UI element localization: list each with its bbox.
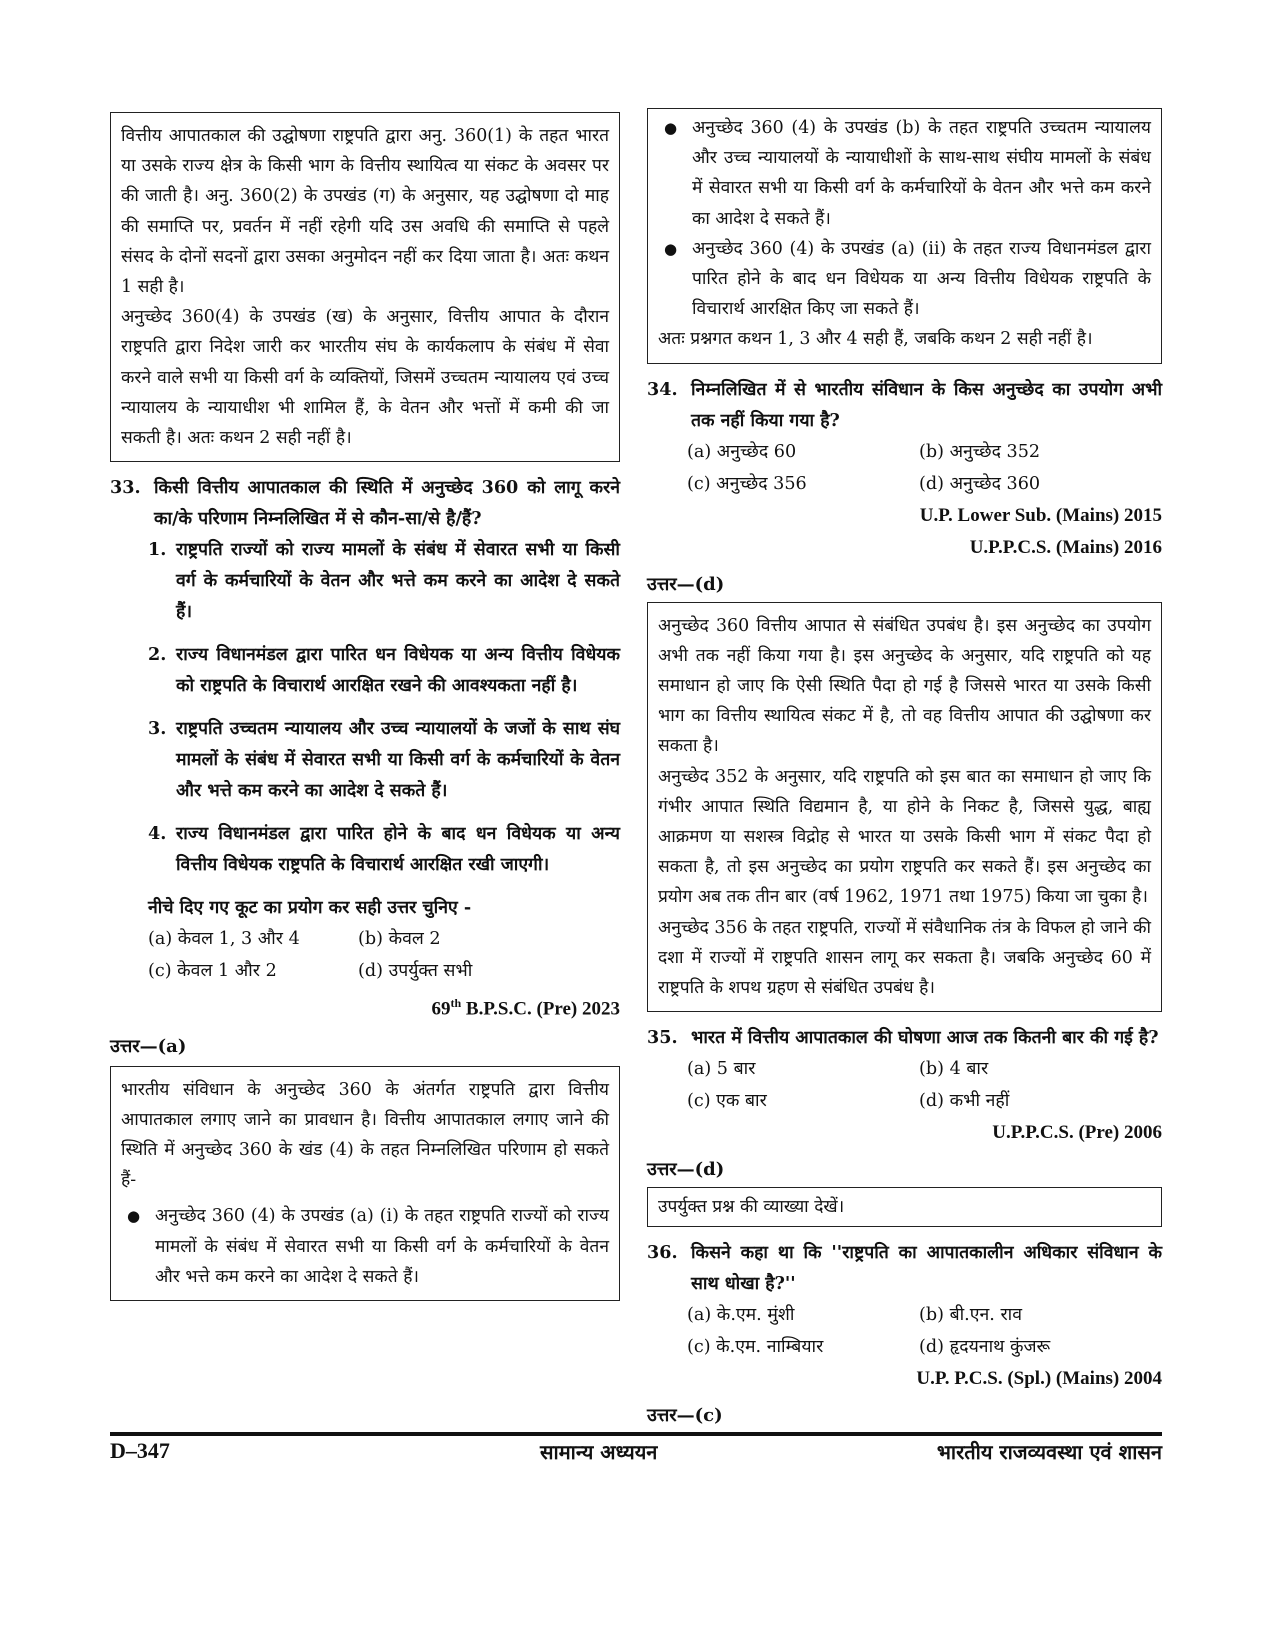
explanation-paragraph: अनुच्छेद 352 के अनुसार, यदि राष्ट्रपति को इस बात का समाधान हो जाए कि गंभीर आपात स्थिति विद्यमान है, या होने के निकट है, जिससे युद्ध, बाह्य आक्रमण या सशस्त्र विद्रोह से भारत या उसके किसी भाग में संकट पैदा हो सकता है, तो इस अनुच्छेद का प्रयोग राष्ट्रपति कर सकते हैं। इस अनुच्छेद का प्रयोग अब तक तीन बार (वर्ष 1962, 1971 तथा 1975) किया जा चुका है। [658,766,1151,908]
option-b: (b) केवल 2 [358,929,441,950]
bullet-list [658,113,1151,324]
question-number: 36. [647,1242,678,1264]
statement-item [148,713,620,806]
statement-text: राज्य विधानमंडल द्वारा पारित होने के बाद धन विधेयक या अन्य वित्तीय विधेयक राष्ट्रपति के विचारार्थ आरक्षित रखी जाएगी। [176,823,620,876]
statement-text: राष्ट्रपति राज्यों को राज्य मामलों के संबंध में सेवारत सभी या किसी वर्ग के कर्मचारियों के वेतन और भत्ते कम करने का आदेश दे सकते हैं। [176,539,620,623]
statement-item [148,534,620,627]
exam-source: U.P. Lower Sub. (Mains) 2015 [919,504,1162,526]
option-c: (c) एक बार [687,1091,767,1112]
instruction-text: नीचे दिए गए कूट का प्रयोग कर सही उत्तर चुनिए - [148,897,472,919]
explanation-paragraph: वित्तीय आपातकाल की उद्घोषणा राष्ट्रपति द्वारा अनु. 360(1) के तहत भारत या उसके राज्य क्षेत्र के किसी भाग के वित्तीय स्थायित्व या संकट के अवसर पर की जाती है। अनु. 360(2) के उपखंड (ग) के अनुसार, यह उद्घोषणा दो माह की समाप्ति पर, प्रवर्तन में नहीं रहेगी यदि उस अवधि की समाप्ति से पहले संसद के दोनों सदनों द्वारा उसका अनुमोदन नहीं कर दिया जाता है। अतः कथन 1 सही है। [121,126,609,298]
bullet-item: ● अनुच्छेद 360 (4) के उपखंड (a) (ii) के तहत राज्य विधानमंडल द्वारा पारित होने के बाद धन विधेयक या अन्य वित्तीय विधेयक राष्ट्रपति के विचारार्थ आरक्षित किए जा सकते हैं। [692,234,1151,325]
source-superscript: th [450,996,462,1011]
options-grid [148,923,620,987]
explanation-paragraph: अनुच्छेद 360 वित्तीय आपात से संबंधित उपबंध है। इस अनुच्छेद का उपयोग अभी तक नहीं किया गया है। इस अनुच्छेद के अनुसार, यदि राष्ट्रपति को यह समाधान हो जाए कि ऐसी स्थिति पैदा हो गई है जिससे भारत या उसके किसी भाग का वित्तीय स्थायित्व संकट में है, तो वह वित्तीय आपात की उद्घोषणा कर सकता है। [658,615,1151,757]
statement-number: 2. [148,644,167,666]
explanation-box-33 [110,1066,620,1301]
explanation-paragraph: अनुच्छेद 356 के तहत राष्ट्रपति, राज्यों में संवैधानिक तंत्र के विफल हो जाने की दशा में राज्यों में राष्ट्रपति शासन लागू कर सकता है। जबकि अनुच्छेद 60 में राष्ट्रपति के शपथ ग्रहण से संबंधित उपबंध है। [658,917,1151,999]
question-text: भारत में वित्तीय आपातकाल की घोषणा आज तक कितनी बार की गई है? [691,1027,1159,1049]
explanation-intro: भारतीय संविधान के अनुच्छेद 360 के अंतर्गत राष्ट्रपति द्वारा वित्तीय आपातकाल लगाए जाने का प्रावधान है। वित्तीय आपातकाल लगाए जाने की स्थिति में अनुच्छेद 360 के खंड (4) के तहत निम्नलिखित परिणाम हो सकते हैं- [121,1079,609,1191]
answer-label: उत्तर—(a) [110,1035,187,1057]
question-number: 35. [647,1027,678,1049]
answer-label: उत्तर—(c) [647,1405,723,1427]
exam-source [110,987,620,1025]
option-a: (a) 5 बार [687,1059,756,1080]
options-grid [687,1053,1162,1117]
option-b: (b) 4 बार [919,1059,989,1080]
option-c: (c) अनुच्छेद 356 [687,473,807,494]
explanation-box-34 [647,602,1162,1013]
source-text: B.P.S.C. (Pre) 2023 [461,998,620,1020]
question-36 [647,1237,1162,1299]
question-35 [647,1022,1162,1053]
bullet-item: ● अनुच्छेद 360 (4) के उपखंड (a) (i) के तहत राष्ट्रपति राज्यों को राज्य मामलों के संबंध में सेवारत सभी या किसी वर्ग के कर्मचारियों के वेतन और भत्ते कम करने का आदेश दे सकते हैं। [155,1201,609,1292]
explanation-box-35 [647,1187,1162,1227]
option-a: (a) केवल 1, 3 और 4 [148,929,300,950]
question-number: 34. [647,378,678,400]
option-a: (a) के.एम. मुंशी [687,1305,795,1326]
question-text: किसी वित्तीय आपातकाल की स्थिति में अनुच्छेद 360 को लागू करने का/के परिणाम निम्नलिखित में से कौन-सा/से है/हैं? [154,477,620,530]
explanation-conclusion: अतः प्रश्नगत कथन 1, 3 और 4 सही हैं, जबकि कथन 2 सही नहीं है। [658,329,1093,350]
question-34 [647,374,1162,436]
options-grid [687,436,1162,500]
page-number: D–347 [110,1438,170,1463]
explanation-box-32 [110,112,620,462]
statement-number: 1. [148,539,167,561]
statement-number: 4. [148,823,167,845]
source-number: 69 [431,998,451,1020]
footer-right-title: भारतीय राजव्यवस्था एवं शासन [936,1440,1162,1464]
statement-list [148,534,620,880]
explanation-paragraph: अनुच्छेद 360(4) के उपखंड (ख) के अनुसार, वित्तीय आपात के दौरान राष्ट्रपति द्वारा निदेश जारी कर भारतीय संघ के कार्यकलाप के संबंध में सेवा करने वाले सभी या किसी वर्ग के व्यक्तियों, जिसमें उच्चतम न्यायालय एवं उच्च न्यायालय के न्यायाधीश भी शामिल हैं, के वेतन और भत्तों में कमी की जा सकती है। अतः कथन 2 सही नहीं है। [121,307,609,449]
option-d: (d) अनुच्छेद 360 [919,473,1041,494]
explanation-paragraph: उपर्युक्त प्रश्न की व्याख्या देखें। [658,1197,845,1218]
option-a: (a) अनुच्छेद 60 [687,441,797,462]
bullet-list [121,1201,609,1292]
question-text: किसने कहा था कि ''राष्ट्रपति का आपातकालीन अधिकार संविधान के साथ धोखा है?'' [691,1242,1162,1295]
right-column [647,108,1162,1433]
option-b: (b) अनुच्छेद 352 [919,441,1041,462]
option-d: (d) उपर्युक्त सभी [358,961,473,982]
option-c: (c) के.एम. नाम्बियार [687,1337,824,1358]
statement-text: राष्ट्रपति उच्चतम न्यायालय और उच्च न्यायालयों के जजों के साथ संघ मामलों के संबंध में सेवारत सभी या किसी वर्ग के कर्मचारियों के वेतन और भत्ते कम करने का आदेश दे सकते हैं। [176,718,620,802]
answer-label: उत्तर—(d) [647,573,725,595]
statement-number: 3. [148,718,167,740]
option-d: (d) हृदयनाथ कुंजरू [919,1337,1051,1358]
option-d: (d) कभी नहीं [919,1091,1010,1112]
exam-source: U.P.P.C.S. (Pre) 2006 [992,1122,1162,1144]
exam-source: U.P.P.C.S. (Mains) 2016 [969,536,1162,558]
option-c: (c) केवल 1 और 2 [148,961,277,982]
options-grid [687,1299,1162,1363]
answer-label: उत्तर—(d) [647,1159,725,1181]
question-33 [110,472,620,534]
question-text: निम्नलिखित में से भारतीय संविधान के किस अनुच्छेद का उपयोग अभी तक नहीं किया गया है? [691,378,1162,431]
question-number: 33. [110,477,141,499]
option-b: (b) बी.एन. राव [919,1305,1022,1326]
bullet-item: ● अनुच्छेद 360 (4) के उपखंड (b) के तहत राष्ट्रपति उच्चतम न्यायालय और उच्च न्यायालयों के न्यायाधीशों के साथ-साथ संघीय मामलों के संबंध में सेवारत सभी या किसी वर्ग के कर्मचारियों के वेतन और भत्ते कम करने का आदेश दे सकते हैं। [692,113,1151,234]
statement-item [148,639,620,701]
explanation-box-33-continued [647,108,1162,364]
footer-rule [110,1432,1162,1436]
footer-center-title: सामान्य अध्ययन [540,1440,658,1464]
exam-source: U.P. P.C.S. (Spl.) (Mains) 2004 [916,1368,1162,1390]
statement-text: राज्य विधानमंडल द्वारा पारित धन विधेयक या अन्य वित्तीय विधेयक को राष्ट्रपति के विचारार्थ आरक्षित रखने की आवश्यकता नहीं है। [176,644,620,697]
left-column [110,112,620,1301]
statement-item [148,818,620,880]
